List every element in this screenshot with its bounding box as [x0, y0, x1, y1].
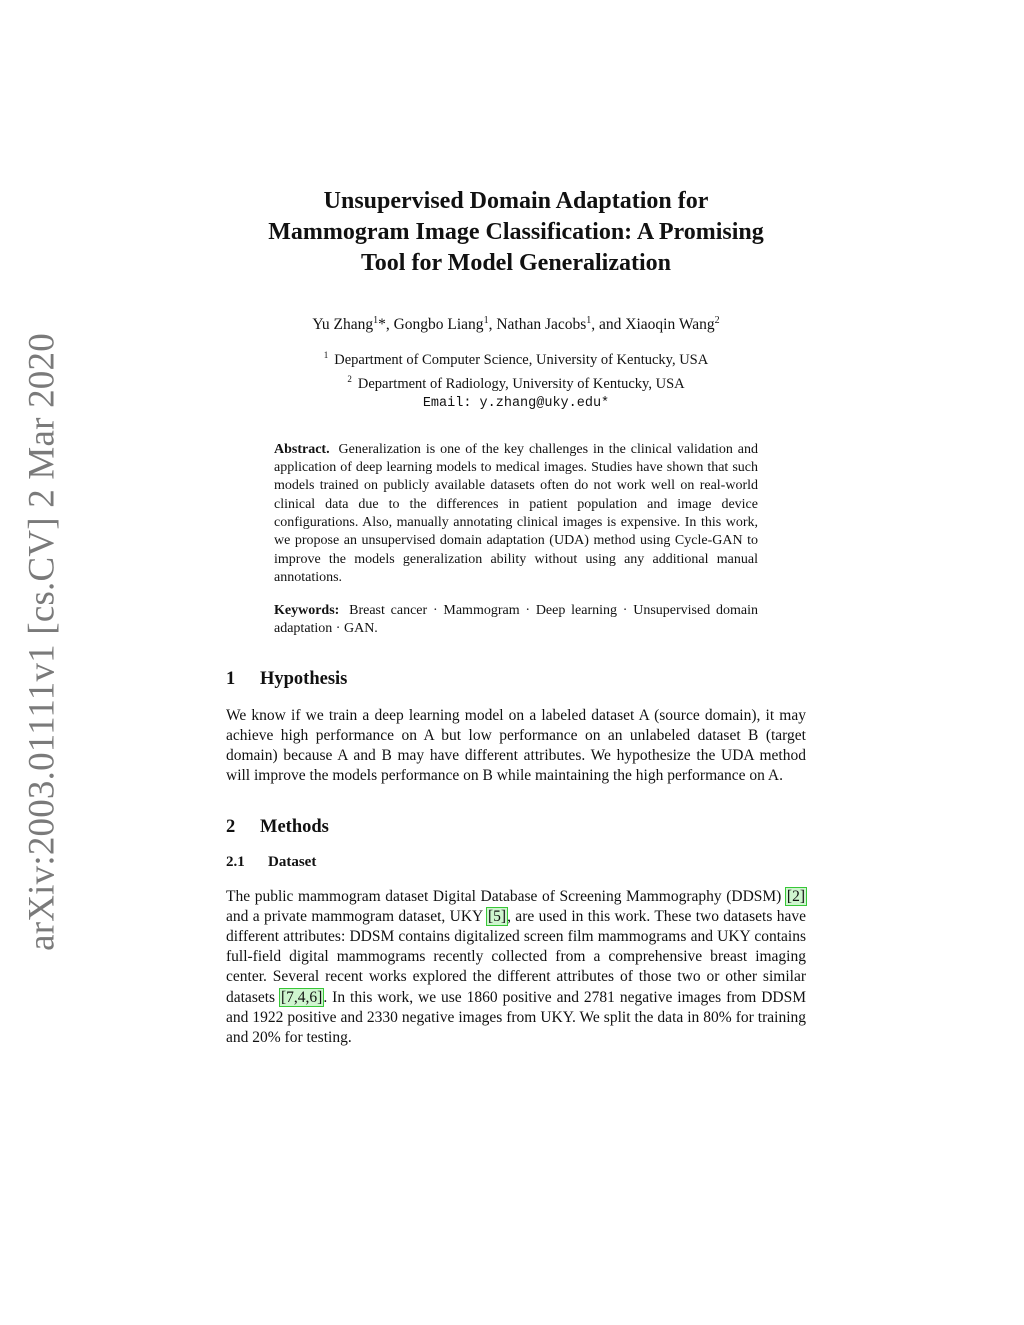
paragraph-text: , are used in this work. These two datasets have different attributes: DDSM contains digitalized screen film mammograms and UKY contains full-field digital mammograms recently collected from a comprehensive breast imaging center. Several recent works explored the different attributes of those two or other similar datasets — [226, 907, 806, 1006]
abstract-block — [274, 441, 758, 639]
author-name: Yu Zhang — [312, 316, 374, 334]
section-heading-hypothesis — [226, 669, 806, 690]
subsection-number: 2.1 — [226, 853, 245, 870]
author-name: Gongbo Liang — [393, 316, 484, 334]
author-separator: , and — [591, 316, 626, 334]
dataset-paragraph — [226, 887, 806, 1049]
author-list — [226, 315, 806, 334]
affiliations — [226, 346, 806, 413]
hypothesis-paragraph: We know if we train a deep learning model on a labeled dataset A (source domain), it may achieve high performance on A but low performance on an unlabeled dataset B (target domain) because A and B may have different attributes. We hypothesize the UDA method will improve the models performance on B while maintaining the high performance on A. — [226, 706, 806, 785]
affiliation-text: Department of Computer Science, University of Kentucky, USA — [334, 351, 709, 368]
citation-link[interactable]: [7,4,6] — [281, 988, 323, 1006]
keywords-text: Breast cancer · Mammogram · Deep learning · Unsupervised domain adaptation · GAN. — [274, 603, 758, 637]
author-affil-mark: 1 — [586, 315, 592, 326]
affiliation-line — [226, 370, 806, 394]
section-title: Methods — [260, 816, 329, 837]
title-line: Unsupervised Domain Adaptation for — [323, 188, 709, 214]
abstract-paragraph — [274, 441, 758, 587]
abstract-text: Generalization is one of the key challenges in the clinical validation and application of deep learning models to medical images. Studies have shown that such models trained on publicly available datasets often do not work well on real-world clinical data due to the differences in patient population and image device configurations. Also, manually annotating clinical images is expensive. In this work, we propose an unsupervised domain adaptation (UDA) method using Cycle-GAN to improve the models generalization ability without using any additional manual annotations. — [274, 441, 758, 585]
subsection-heading-dataset — [226, 854, 806, 871]
section-title: Hypothesis — [260, 668, 348, 689]
section-heading-methods — [226, 817, 806, 838]
paragraph-text: and a private mammogram dataset, UKY — [226, 907, 487, 925]
abstract-label: Abstract. — [274, 441, 330, 457]
affiliation-line — [226, 346, 806, 370]
author-name: Nathan Jacobs — [496, 316, 587, 334]
contact-email: Email: y.zhang@uky.edu* — [422, 395, 610, 411]
citation-link[interactable]: [2] — [786, 887, 805, 905]
paragraph-text: . In this work, we use 1860 positive and 2781 negative images from DDSM and 1922 positive and 2330 negative images from UKY. We split the data in 80% for training and 20% for testing. — [226, 988, 806, 1047]
author-separator: *, — [378, 316, 394, 334]
author-affil-mark: 2 — [714, 315, 720, 326]
section-number: 2 — [226, 816, 236, 837]
affiliation-text: Department of Radiology, University of Kentucky, USA — [357, 375, 685, 392]
keywords-paragraph — [274, 602, 758, 639]
citation-link[interactable]: [5] — [488, 907, 507, 925]
subsection-title: Dataset — [268, 853, 317, 870]
title-line: Tool for Model Generalization — [361, 250, 671, 276]
affiliation-mark: 2 — [347, 373, 352, 384]
paragraph-text: The public mammogram dataset Digital Database of Screening Mammography (DDSM) — [226, 887, 786, 905]
author-affil-mark: 1 — [483, 315, 489, 326]
paper-title — [226, 186, 806, 279]
paper-first-page — [226, 186, 806, 1064]
author-separator: , — [488, 316, 497, 334]
title-line: Mammogram Image Classification: A Promising — [268, 219, 764, 245]
keywords-label: Keywords: — [274, 603, 340, 619]
arxiv-identifier-stamp: arXiv:2003.01111v1 [cs.CV] 2 Mar 2020 — [21, 333, 63, 951]
author-name: Xiaoqin Wang — [625, 316, 715, 334]
author-affil-mark: 1 — [373, 315, 379, 326]
section-number: 1 — [226, 668, 236, 689]
affiliation-mark: 1 — [323, 350, 329, 361]
